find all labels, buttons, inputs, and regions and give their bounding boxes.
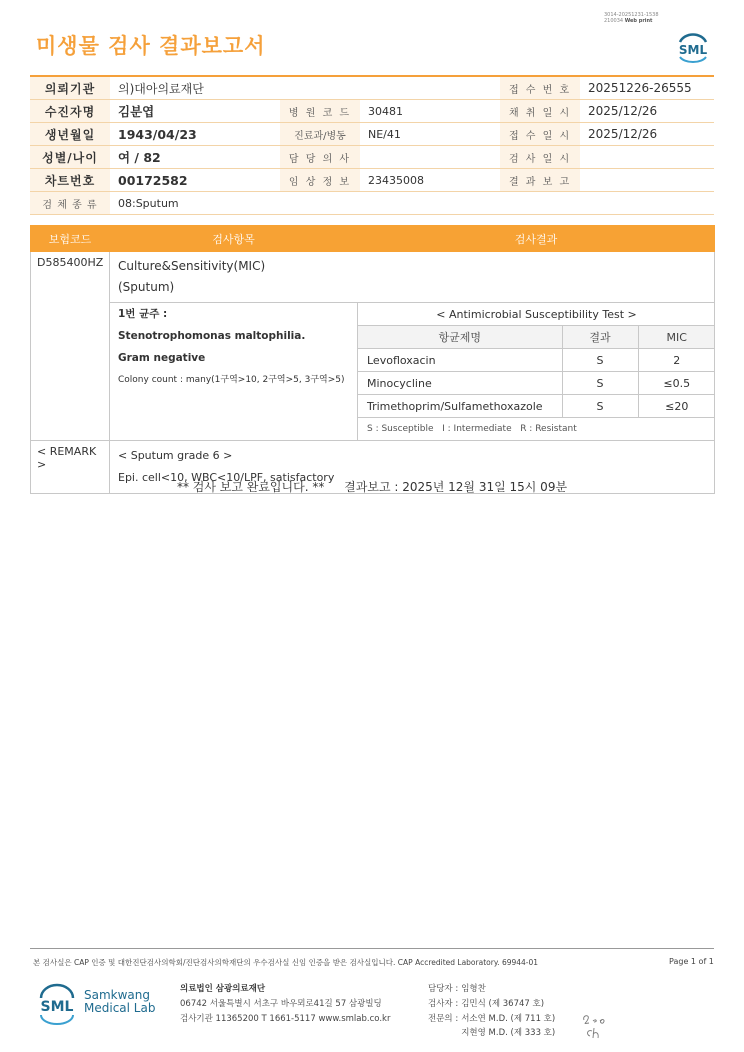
insurance-code: D585400HZ — [31, 252, 110, 441]
clinical-label: 임 상 정 보 — [280, 169, 360, 192]
patient-info-table — [30, 75, 714, 215]
corp-contact: 검사기관 11365200 T 1661-5117 www.smlab.co.kr — [180, 1014, 391, 1024]
ast-result: S — [562, 372, 638, 395]
organism-info — [110, 303, 358, 441]
ast-title-row — [358, 303, 715, 326]
tester: 김민식 (제 36747 호) — [461, 998, 545, 1009]
print-code — [604, 12, 659, 24]
page-number: Page 1 of 1 — [669, 957, 714, 966]
info-row — [30, 146, 714, 169]
dept-value: NE/41 — [360, 123, 500, 146]
report-title: 미생물 검사 결과보고서 — [36, 34, 266, 58]
test-item — [110, 252, 715, 303]
completion-line — [0, 478, 744, 495]
ast-mic: ≤0.5 — [638, 372, 715, 395]
specialist2: 지현영 M.D. (제 333 호) — [461, 1028, 556, 1039]
brand-line1: Samkwang — [84, 988, 150, 1002]
sml-logo-text: SML — [678, 43, 708, 57]
test-item-specimen: (Sputum) — [118, 280, 175, 294]
col-item-header: 검사항목 — [110, 226, 358, 252]
footer-divider — [30, 948, 714, 949]
chart-no-value: 00172582 — [110, 169, 280, 192]
sex-age-value: 여 / 82 — [110, 146, 280, 169]
print-code-line2: 210034 — [604, 18, 624, 24]
info-row — [30, 192, 714, 215]
signature-image — [580, 1010, 620, 1042]
sml-logo — [674, 28, 712, 64]
ast-drug: Minocycline — [358, 372, 562, 395]
tester-label: 검사자 : — [428, 998, 459, 1009]
specialist1: 서소연 M.D. (제 711 호) — [461, 1013, 556, 1024]
staff-info — [428, 982, 558, 1041]
results-header-row — [31, 226, 715, 252]
ast-title: < Antimicrobial Susceptibility Test > — [358, 303, 715, 326]
info-row — [30, 100, 714, 123]
ast-drug: Levofloxacin — [358, 349, 562, 372]
ast-result: S — [562, 349, 638, 372]
print-code-bold: Web print — [624, 18, 653, 24]
completion-status: ** 검사 보고 완료입니다. ** — [176, 480, 325, 494]
report-label: 결 과 보 고 — [500, 169, 580, 192]
hospital-code-value: 30481 — [360, 100, 500, 123]
brand-line2: Medical Lab — [84, 1001, 156, 1015]
ast-row — [358, 372, 715, 395]
ast-col-result: 결과 — [562, 326, 638, 349]
ast-result: S — [562, 395, 638, 418]
ast-mic: ≤20 — [638, 395, 715, 418]
brand-name — [84, 989, 155, 1015]
organism-name: Stenotrophomonas maltophilia. — [118, 330, 306, 342]
chart-no-label: 차트번호 — [30, 169, 110, 192]
receipt-no-value: 20251226-26555 — [580, 76, 714, 100]
remark-line1: < Sputum grade 6 > — [118, 449, 233, 462]
specialist-label: 전문의 : — [428, 1013, 459, 1024]
name-value: 김분엽 — [110, 100, 280, 123]
info-row — [30, 76, 714, 100]
receive-date-value: 2025/12/26 — [580, 123, 714, 146]
staff-in-charge: 임형찬 — [461, 984, 486, 994]
ast-cell — [358, 303, 715, 441]
collect-date-label: 채 취 일 시 — [500, 100, 580, 123]
test-row — [31, 252, 715, 303]
organism-header: 1번 균주 : — [118, 308, 168, 320]
test-date-label: 검 사 일 시 — [500, 146, 580, 169]
specimen-label: 검 체 종 류 — [30, 192, 110, 215]
col-code-header: 보험코드 — [31, 226, 110, 252]
sml-footer-logo-text: SML — [40, 999, 74, 1015]
ast-col-drug: 항균제명 — [358, 326, 562, 349]
specimen-value: 08:Sputum — [110, 192, 714, 215]
collect-date-value: 2025/12/26 — [580, 100, 714, 123]
ast-row — [358, 349, 715, 372]
ast-drug: Trimethoprim/Sulfamethoxazole — [358, 395, 562, 418]
receipt-no-label: 접 수 번 호 — [500, 76, 580, 100]
dept-label: 진료과/병동 — [280, 123, 360, 146]
ast-mic: 2 — [638, 349, 715, 372]
results-table — [30, 225, 715, 494]
corp-name: 의료법인 삼광의료재단 — [180, 984, 266, 994]
sex-age-label: 성별/나이 — [30, 146, 110, 169]
institution-label: 의뢰기관 — [30, 76, 110, 100]
dob-label: 생년월일 — [30, 123, 110, 146]
sml-footer-logo — [36, 980, 78, 1028]
colony-count: Colony count : many(1구역>10, 2구역>5, 3구역>5) — [118, 375, 345, 385]
ast-table — [358, 303, 715, 440]
corp-address: 06742 서울특별시 서초구 바우뫼로41길 57 삼광빌딩 — [180, 999, 382, 1009]
dob-value: 1943/04/23 — [110, 123, 280, 146]
ast-header-row — [358, 326, 715, 349]
doctor-value — [360, 146, 500, 169]
col-result-header: 검사결과 — [358, 226, 715, 252]
corporation-info — [180, 982, 390, 1027]
ast-row — [358, 395, 715, 418]
hospital-code-label: 병 원 코 드 — [280, 100, 360, 123]
remark-line2: Epi. cell<10, WBC<10/LPF, satisfactory — [118, 471, 335, 484]
doctor-label: 담 당 의 사 — [280, 146, 360, 169]
organism-row — [31, 303, 715, 441]
receive-date-label: 접 수 일 시 — [500, 123, 580, 146]
institution-value: 의)대아의료재단 — [110, 76, 500, 100]
print-code-line1: 3014-20251231-1538 — [604, 12, 659, 18]
info-row — [30, 123, 714, 146]
certification-note: 본 검사실은 CAP 인증 및 대한진단검사의학회/진단검사의학재단의 우수검사실 신임 인증을 받은 검사실입니다. CAP Accredited Laboratory. 69944-01 — [33, 958, 539, 967]
ast-legend: S : Susceptible I : Intermediate R : Resistant — [367, 424, 577, 434]
ast-col-mic: MIC — [638, 326, 715, 349]
staff-in-charge-label: 담당자 : — [428, 984, 459, 994]
gram-stain: Gram negative — [118, 352, 206, 364]
name-label: 수진자명 — [30, 100, 110, 123]
completion-time: 결과보고 : 2025년 12월 31일 15시 09분 — [344, 480, 568, 494]
report-value — [580, 169, 714, 192]
test-item-name: Culture&Sensitivity(MIC) — [118, 259, 266, 273]
test-date-value — [580, 146, 714, 169]
info-row — [30, 169, 714, 192]
ast-legend-row — [358, 418, 715, 441]
remark-label: < REMARK > — [31, 441, 110, 494]
clinical-value: 23435008 — [360, 169, 500, 192]
